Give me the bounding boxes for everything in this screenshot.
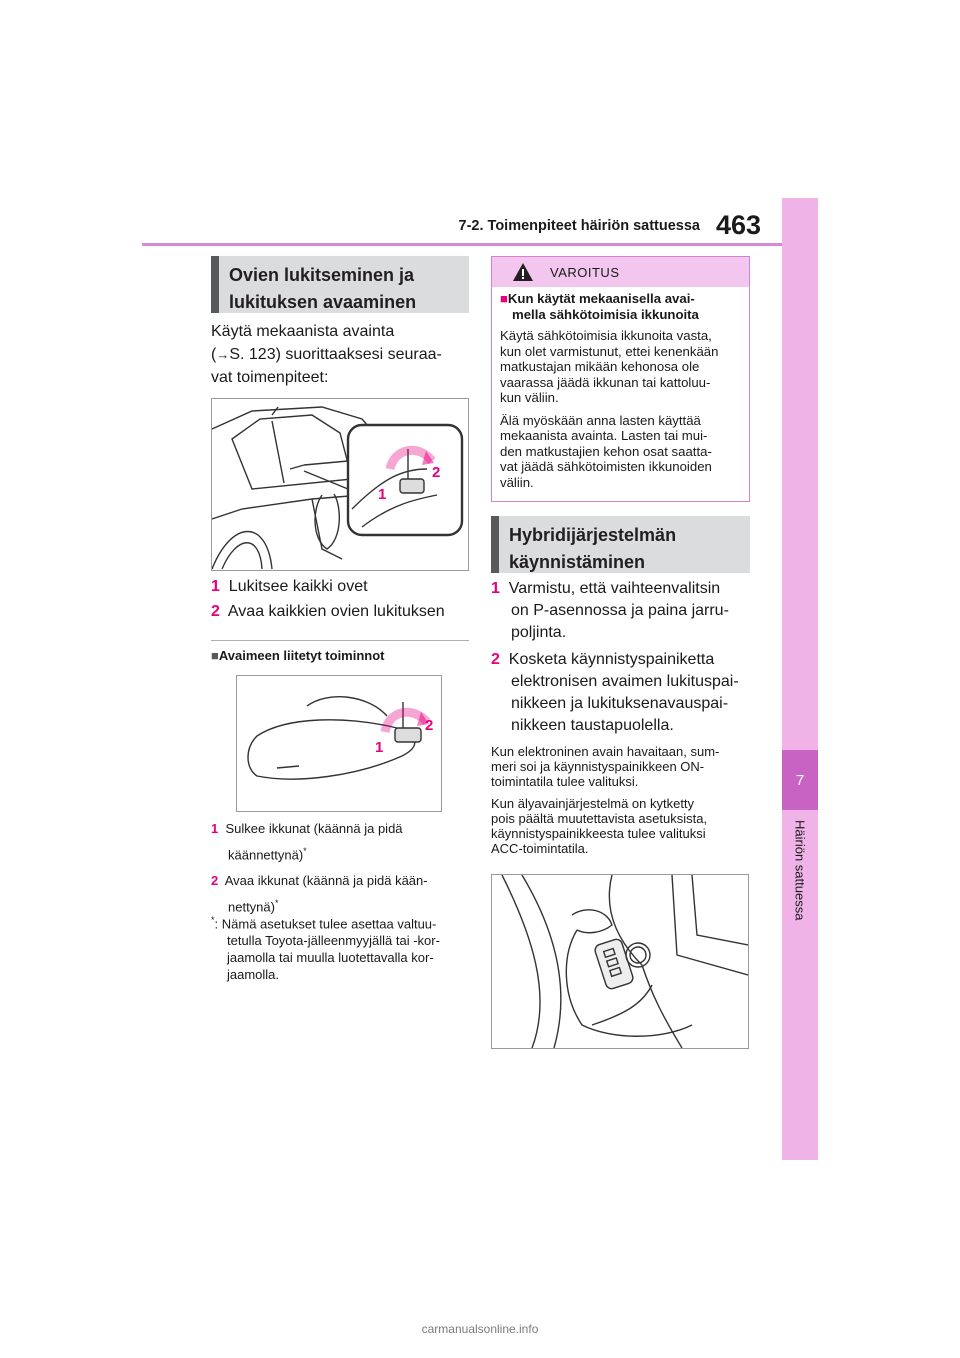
callout-2: 2 xyxy=(425,717,434,734)
callout-1: 1 xyxy=(375,739,384,756)
note-line: pois päältä muutettavista asetuksista, xyxy=(491,811,708,826)
step-number: 2 xyxy=(491,651,500,668)
warning-title xyxy=(500,291,741,322)
running-header-title: 7-2. Toimenpiteet häiriön sattuessa xyxy=(458,218,700,234)
chapter-number: 7 xyxy=(795,771,805,789)
warning-header xyxy=(492,257,749,287)
footnote-line: tetulla Toyota-jälleenmyyjällä tai -kor- xyxy=(227,933,440,949)
note-paragraph-2 xyxy=(491,796,761,856)
divider xyxy=(211,640,469,641)
note-line: ACC-toimintatila. xyxy=(491,841,589,856)
step-item xyxy=(491,649,761,737)
warning-line: kun olet varmistunut, ettei kenenkään xyxy=(500,343,719,359)
step-text: Varmistu, että vaihteenvalitsin xyxy=(508,580,721,597)
callout-2: 2 xyxy=(432,464,441,481)
footnote-mark: * xyxy=(274,898,279,909)
heading-line: käynnistäminen xyxy=(509,552,646,572)
step-text: on P-asennossa ja paina jarru- xyxy=(511,602,729,619)
step-number: 2 xyxy=(211,603,220,620)
figure-car-door-key xyxy=(211,398,469,571)
step-number: 1 xyxy=(211,821,219,836)
step-text: nikkeen taustapuolella. xyxy=(511,717,674,734)
subheading-key-functions xyxy=(211,648,385,663)
step-number: 1 xyxy=(491,580,500,597)
section-heading-hybrid-start xyxy=(491,516,750,573)
start-button-illustration xyxy=(492,875,748,1048)
warning-box xyxy=(491,256,750,502)
section-heading-locking xyxy=(211,256,469,313)
step-text: Avaa ikkunat (käännä ja pidä kään- xyxy=(224,873,428,889)
step-text: Kosketa käynnistyspainiketta xyxy=(508,651,715,668)
warning-line: mekaanista avainta. Lasten tai mui- xyxy=(500,428,708,443)
step-list-start xyxy=(491,578,761,737)
chapter-title-vertical xyxy=(782,812,818,982)
chapter-title: Häiriön sattuessa xyxy=(792,820,808,921)
figure-start-button-key xyxy=(491,874,749,1049)
note-line: Kun elektroninen avain havaitaan, sum- xyxy=(491,744,720,759)
square-bullet-icon: ■ xyxy=(500,291,508,306)
door-handle-illustration xyxy=(237,676,441,811)
warning-line: Käytä sähkötoimisia ikkunoita vasta, xyxy=(500,328,712,343)
step-text: nikkeen ja lukituksenavauspai- xyxy=(511,695,729,712)
car-door-illustration xyxy=(212,399,468,570)
step-text: käännettynä) xyxy=(228,847,304,863)
step-text: Lukitsee kaikki ovet xyxy=(228,578,368,595)
footer-watermark: carmanualsonline.info xyxy=(421,1322,539,1336)
chapter-number-box xyxy=(782,750,818,810)
warning-line: kun väliin. xyxy=(500,390,559,405)
step-item xyxy=(211,576,473,598)
footnote-mark: * xyxy=(303,846,307,856)
page-reference: S. 123) suorittaaksesi seuraa- xyxy=(229,346,442,363)
warning-line: den matkustajien kehon osat saatta- xyxy=(500,443,712,459)
heading-line: Ovien lukitseminen ja xyxy=(229,265,415,285)
heading-line: Hybridijärjestelmän xyxy=(509,525,677,545)
chapter-side-tab xyxy=(782,198,818,1160)
step-list-windows xyxy=(211,818,473,919)
step-text: Avaa kaikkien ovien lukituksen xyxy=(227,603,445,620)
footnote-line: Nämä asetukset tulee asettaa valtuu- xyxy=(221,916,437,932)
header-rule xyxy=(142,243,790,246)
warning-label: VAROITUS xyxy=(550,264,620,280)
step-text: elektronisen avaimen lukituspai- xyxy=(511,673,739,690)
intro-line: (→S. 123) suorittaaksesi seuraa- xyxy=(211,346,442,363)
step-number: 2 xyxy=(211,873,219,889)
warning-triangle-icon xyxy=(512,262,534,282)
footnote-mark: * xyxy=(211,915,215,925)
note-paragraph-1 xyxy=(491,744,761,789)
step-text: nettynä) xyxy=(228,899,275,915)
intro-paragraph xyxy=(211,320,471,389)
heading-line: lukituksen avaaminen xyxy=(229,292,417,312)
note-line: meri soi ja käynnistyspainikkeen ON- xyxy=(491,759,705,774)
footnote-line: jaamolla tai muulla luotettavalla kor- xyxy=(227,950,434,966)
arrow-right-icon: → xyxy=(216,347,230,362)
note-line: toimintatila tulee valituksi. xyxy=(491,774,639,789)
step-text: Sulkee ikkunat (käännä ja pidä xyxy=(225,821,403,836)
step-item xyxy=(211,818,473,866)
warning-title-line: Kun käytät mekaanisella avai- xyxy=(507,291,695,306)
intro-line: vat toimenpiteet: xyxy=(211,369,329,386)
warning-line: Älä myöskään anna lasten käyttää xyxy=(500,412,701,428)
step-text: poljinta. xyxy=(511,624,567,641)
warning-line: vaarassa jäädä ikkunan tai kattoluu- xyxy=(500,374,711,390)
note-line: Kun älyavainjärjestelmä on kytketty xyxy=(491,796,695,811)
warning-line: matkustajan mikään kehonosa ole xyxy=(500,359,700,374)
callout-1: 1 xyxy=(378,486,387,503)
warning-body xyxy=(492,287,749,501)
step-item xyxy=(211,601,473,623)
subheading-text: Avaimeen liitetyt toiminnot xyxy=(218,648,385,663)
square-bullet-icon: ■ xyxy=(211,648,219,663)
warning-line: vat jäädä sähkötoimisten ikkunoiden xyxy=(500,459,712,474)
page-number: 463 xyxy=(716,210,762,240)
footnote-line: jaamolla. xyxy=(227,967,280,983)
intro-line: Käytä mekaanista avainta xyxy=(211,323,395,340)
figure-door-handle-key xyxy=(236,675,442,812)
step-list-doors xyxy=(211,576,473,623)
warning-line: väliin. xyxy=(500,474,534,490)
note-line: käynnistyspainikkeesta tulee valituksi xyxy=(491,826,706,841)
warning-title-line: mella sähkötoimisia ikkunoita xyxy=(512,306,699,322)
footnote: *: Nämä asetukset tulee asettaa valtuu- tetulla Toyota-jälleenmyyjällä tai -kor- jaamolla tai muulla luotettavalla kor- jaamolla. xyxy=(211,912,473,983)
warning-paragraph xyxy=(500,328,741,406)
step-number: 1 xyxy=(211,578,220,595)
step-item xyxy=(491,578,761,644)
warning-paragraph xyxy=(500,413,741,491)
